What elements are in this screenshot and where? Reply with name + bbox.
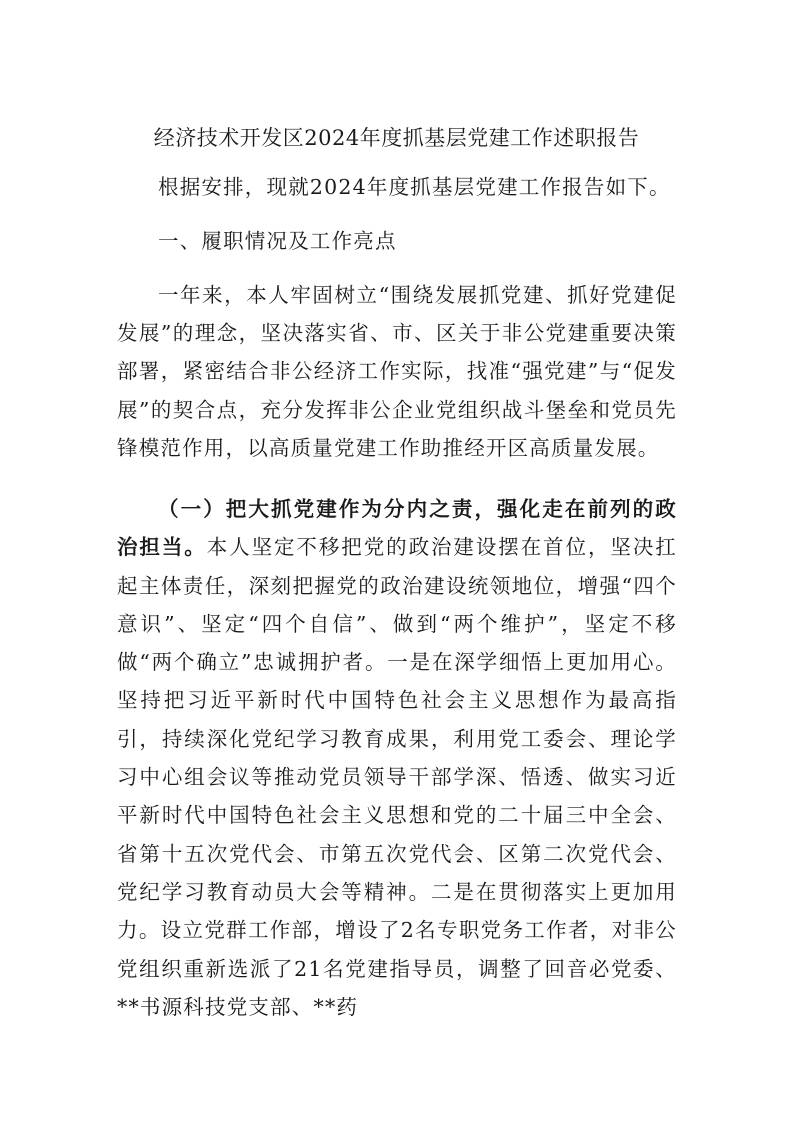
intro-paragraph: 根据安排，现就2024年度抓基层党建工作报告如下。: [158, 175, 671, 199]
section-heading: 一、履职情况及工作亮点: [158, 229, 397, 253]
section-paragraph: 一年来，本人牢固树立“围绕发展抓党建、抓好党建促发展”的理念，坚决落实省、市、区关于非公党建重要决策部署，紧密结合非公经济工作实际，找准“强党建”与“促发展”的契合点，充分发挥非公企业党组织战斗堡垒和党员先锋模范作用，以高质量党建工作助推经开区高质量发展。: [117, 283, 677, 460]
subsection-heading: （一）把大抓党建作为分内之责，强化走在前列的政治担当。: [117, 497, 677, 560]
subsection-body: 本人坚定不移把党的政治建设摆在首位，坚决扛起主体责任，深刻把握党的政治建设统领地位，增强“四个意识”、坚定“四个自信”、做到“两个维护”，坚定不移做“两个确立”忠诚拥护者。一是在深学细悟上更加用心。坚持把习近平新时代中国特色社会主义思想作为最高指引，持续深化党纪学习教育成果，利用党工委会、理论学习中心组会议等推动党员领导干部学深、悟透、做实习近平新时代中国特色社会主义思想和党的二十届三中全会、省第十五次党代会、市第五次党代会、区第二次党代会、党纪学习教育动员大会等精神。二是在贯彻落实上更加用力。设立党群工作部，增设了2名专职党务工作者，对非公党组织重新选派了21名党建指导员，调整了回音必党委、**书源科技党支部、**药: [117, 535, 677, 1019]
document-title: 经济技术开发区2024年度抓基层党建工作述职报告: [153, 126, 640, 150]
subsection-paragraph: [117, 490, 677, 1026]
